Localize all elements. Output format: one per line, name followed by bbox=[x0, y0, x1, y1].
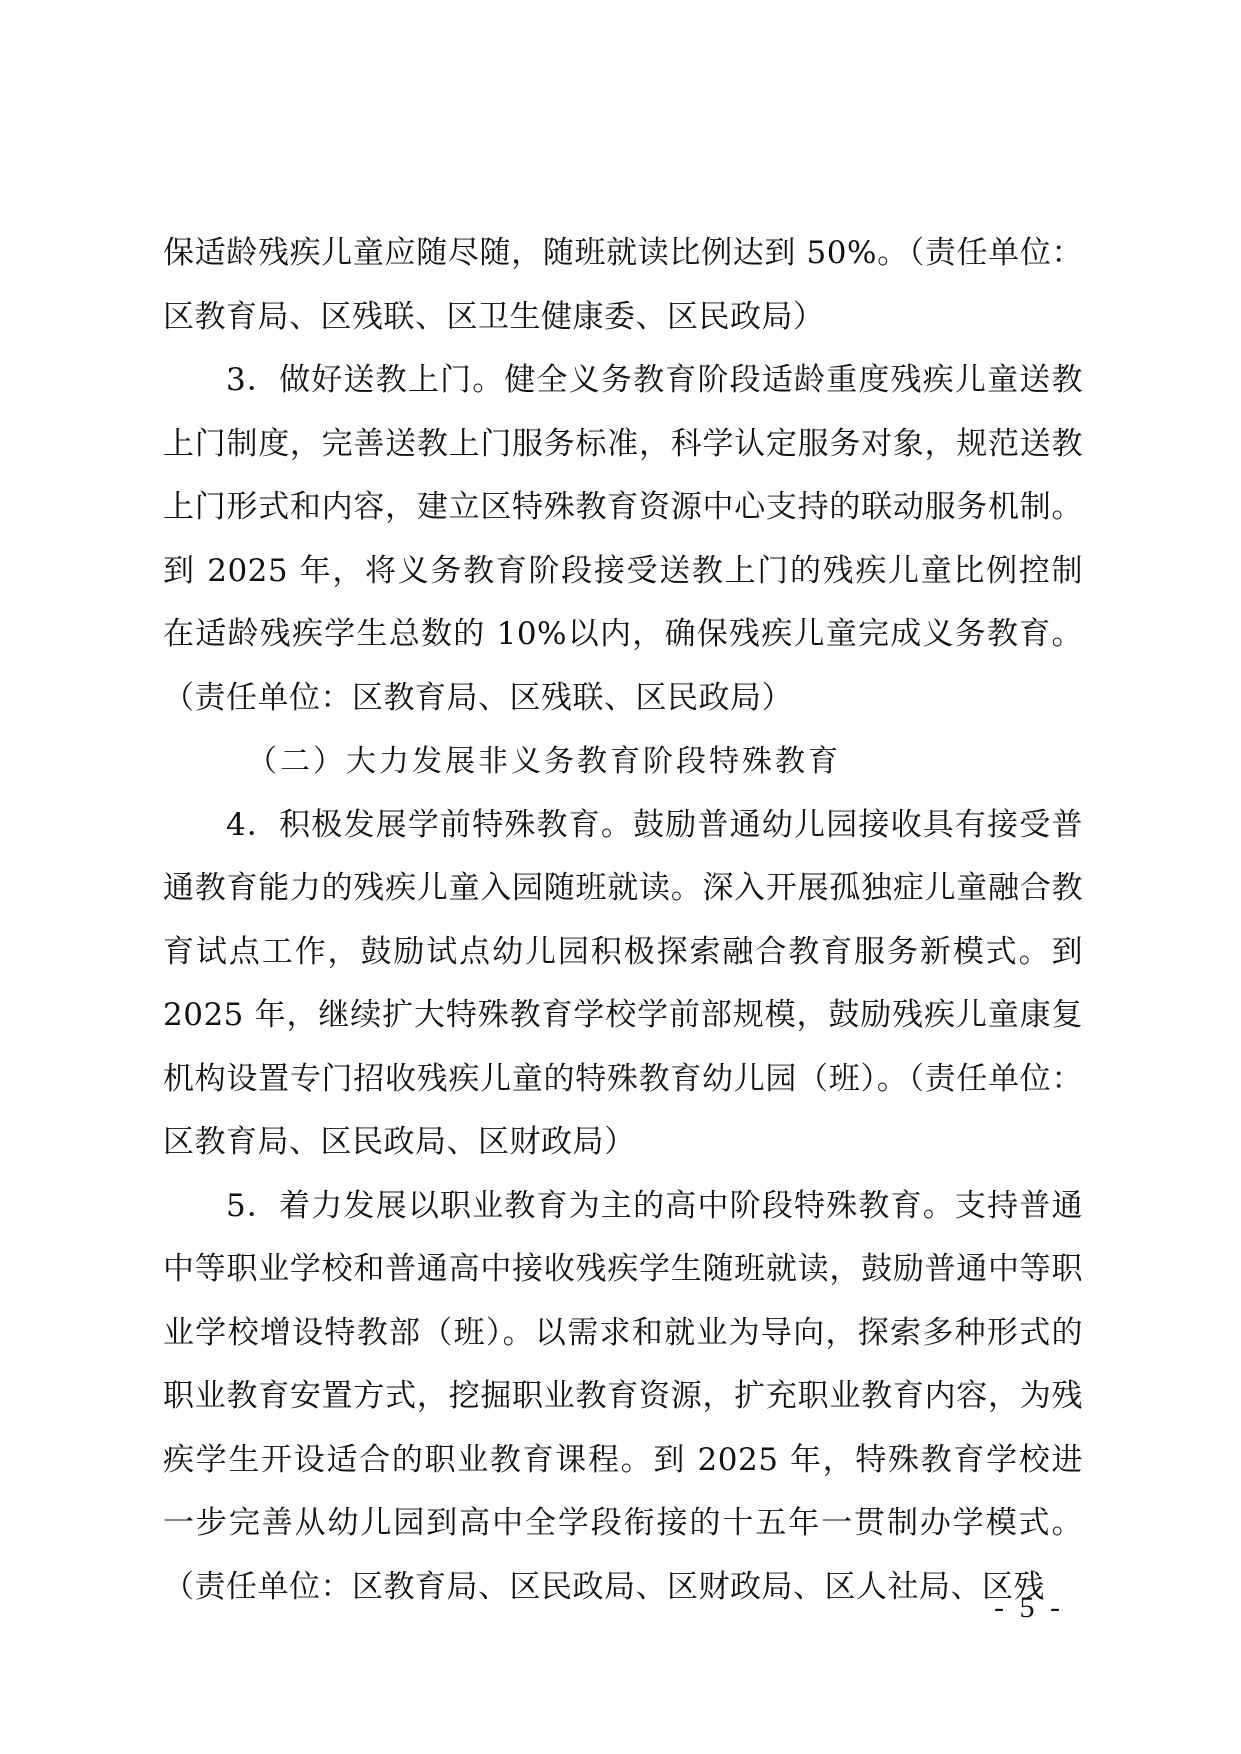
page-number: - 5 - bbox=[994, 1591, 1064, 1624]
paragraph-item-5: 5．着力发展以职业教育为主的高中阶段特殊教育。支持普通中等职业学校和普通高中接收残疾学生随班就读，鼓励普通中等职业学校增设特教部（班）。以需求和就业为导向，探索多种形式的职业教育安置方式，挖掘职业教育资源，扩充职业教育内容，为残疾学生开设适合的职业教育课程。到 2025 年，特殊教育学校进一步完善从幼儿园到高中全学段衔接的十五年一贯制办学模式。（责任单位：区教育局、区民政局、区财政局、区人社局、区残 bbox=[163, 1187, 1083, 1605]
paragraph-item-3: 3．做好送教上门。健全义务教育阶段适龄重度残疾儿童送教上门制度，完善送教上门服务标准，科学认定服务对象，规范送教上门形式和内容，建立区特殊教育资源中心支持的联动服务机制。到 2025 年，将义务教育阶段接受送教上门的残疾儿童比例控制在适龄残疾学生总数的 10%以内，确保残疾儿童完成义务教育。（责任单位：区教育局、区残联、区民政局） bbox=[163, 362, 1083, 716]
paragraph-item-4: 4．积极发展学前特殊教育。鼓励普通幼儿园接收具有接受普通教育能力的残疾儿童入园随班就读。深入开展孤独症儿童融合教育试点工作，鼓励试点幼儿园积极探索融合教育服务新模式。到 2025 年，继续扩大特殊教育学校学前部规模，鼓励残疾儿童康复机构设置专门招收残疾儿童的特殊教育幼儿园（班）。（责任单位：区教育局、区民政局、区财政局） bbox=[163, 806, 1083, 1160]
document-body bbox=[163, 222, 1083, 1619]
paragraph-continued: 保适龄残疾儿童应随尽随，随班就读比例达到 50%。（责任单位：区教育局、区残联、区卫生健康委、区民政局） bbox=[163, 235, 1083, 335]
section-heading: （二）大力发展非义务教育阶段特殊教育 bbox=[247, 744, 841, 779]
